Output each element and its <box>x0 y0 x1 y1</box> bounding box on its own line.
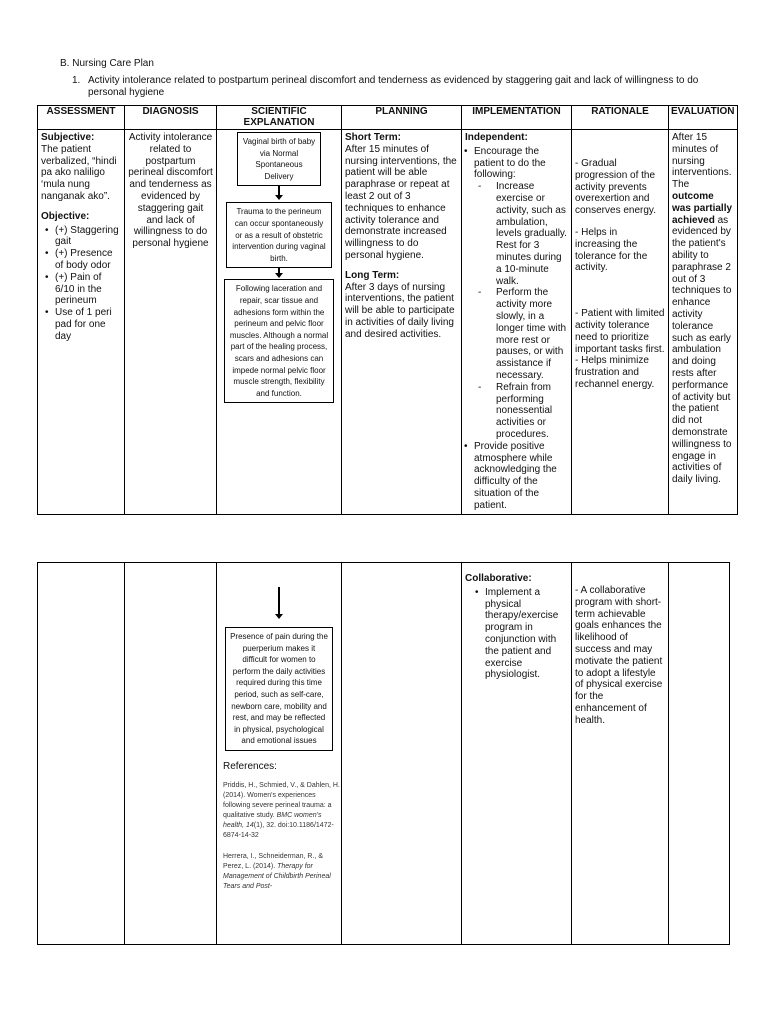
col-rationale: RATIONALE <box>572 106 669 130</box>
subjective-text: The patient verbalized, “hindi pa ako naliligo ‘mula nung nanganak ako”. <box>41 143 117 202</box>
col-scientific: SCIENTIFIC EXPLANATION <box>217 106 342 130</box>
objective-item: • Use of 1 peri pad for one day <box>55 307 121 342</box>
assessment-cell-2 <box>38 563 125 945</box>
rationale-cell <box>572 130 669 515</box>
implementation-cell-2 <box>462 563 572 945</box>
flow-box-delivery: Vaginal birth of baby via Normal Spontaneous Delivery <box>237 132 321 186</box>
ref2-authors: Herrera, I., Schneiderman, R., & Perez, L. (2014). <box>223 852 323 870</box>
content-row <box>38 130 738 515</box>
sub-item: - Refrain from performing nonessential activities or procedures. <box>496 382 568 441</box>
ref1-journal: BMC women's health, 14 <box>223 812 322 830</box>
encourage-item <box>474 146 568 441</box>
evaluation-cell <box>669 130 738 515</box>
rationale-5: - A collaborative program with short-term achievable goals enhances the likelihood of success and may motivate the patient to adopt a lifestyle of physical exercise for the enhancement of health. <box>575 585 663 726</box>
rationale-4: - Helps minimize frustration and rechannel energy. <box>575 355 655 390</box>
flow-box-trauma: Trauma to the perineum can occur spontaneously or as a result of obstetric intervention during vaginal birth. <box>226 202 332 268</box>
col-assessment: ASSESSMENT <box>38 106 125 130</box>
scientific-cell <box>217 130 342 515</box>
planning-cell <box>342 130 462 515</box>
long-term-label: Long Term: <box>345 269 400 281</box>
col-planning: PLANNING <box>342 106 462 130</box>
encourage-sublist <box>474 181 568 441</box>
content-row-2 <box>38 563 730 945</box>
objective-label: Objective: <box>41 210 90 222</box>
item-text: Activity intolerance related to postpartum perineal discomfort and tenderness as evidenced by staggering gait and lack of willingness to do personal hygiene <box>88 75 699 98</box>
collaborative-list <box>465 587 568 681</box>
reference-2 <box>223 852 341 893</box>
rationale-2: - Helps in increasing the tolerance for the activity. <box>575 226 648 274</box>
reference-1 <box>223 781 341 842</box>
scientific-cell-2 <box>217 563 342 945</box>
implementation-cell <box>462 130 572 515</box>
arrow-down-icon <box>278 186 280 196</box>
evaluation-outcome: outcome was partially achieved <box>672 190 733 226</box>
ref2-title: Therapy for Management of Childbirth Perineal Tears and Post- <box>223 862 331 890</box>
item-number: 1. <box>72 75 81 86</box>
arrow-down-icon <box>278 268 280 274</box>
short-term-text: After 15 minutes of nursing interventions, the patient will be able paraphrase or repeat at least 2 out of 3 techniques to enhance activity tolerance and demonstrate increased willingness to do personal hygiene. <box>345 143 457 261</box>
rationale-1: - Gradual progression of the activity prevents overexertion and conserves energy. <box>575 158 656 217</box>
care-plan-table-1 <box>37 105 738 515</box>
rationale-3: - Patient with limited activity tolerance need to prioritize important tasks first. <box>575 308 665 355</box>
objective-item: • (+) Presence of body odor <box>55 248 121 272</box>
encourage-text: Encourage the patient to do the following: <box>474 145 546 181</box>
evaluation-cell-2 <box>669 563 730 945</box>
col-evaluation: EVALUATION <box>669 106 738 130</box>
diagnosis-cell: Activity intolerance related to postpartum perineal discomfort and tenderness as evidenced by staggering gait and lack of willingness to do personal hygiene <box>125 130 217 515</box>
ref1-authors: Priddis, H., Schmied, V., & Dahlen, H. (2014). Women's experiences following severe perineal trauma: a qualitative study. <box>223 781 340 820</box>
ref1-doi: (1), 32. doi:10.1186/1472-6874-14-32 <box>223 822 334 840</box>
collaborative-label: Collaborative: <box>465 573 532 584</box>
care-plan-table-2 <box>37 562 730 945</box>
independent-list <box>465 146 568 512</box>
evaluation-pre: After 15 minutes of nursing interventions. The <box>672 132 732 191</box>
arrow-down-icon <box>278 587 280 615</box>
sub-item: - Perform the activity more slowly, in a longer time with more rest or pauses, or with assistance if necessary. <box>496 287 568 381</box>
evaluation-post: as evidenced by the patient's ability to paraphrase 2 out of 3 techniques to enhance activity tolerance such as early ambulation and doing rests after performance of activity but the patient did not demonstrate willingness to engage in activities of daily living. <box>672 214 732 486</box>
subjective-label: Subjective: <box>41 132 95 143</box>
sub-item: - Increase exercise or activity, such as ambulation, levels gradually. Rest for 3 minutes during a 10-minute walk. <box>496 181 568 287</box>
planning-cell-2 <box>342 563 462 945</box>
long-term-text: After 3 days of nursing interventions, the patient will be able to participate in activities of daily living and desired activities. <box>345 281 455 340</box>
provide-item: • Provide positive atmosphere while acknowledging the difficulty of the situation of the patient. <box>474 441 568 512</box>
assessment-cell <box>38 130 125 515</box>
diagnosis-cell-2 <box>125 563 217 945</box>
col-diagnosis: DIAGNOSIS <box>125 106 217 130</box>
objective-item: • (+) Pain of 6/10 in the perineum <box>55 272 121 307</box>
references-label: References: <box>223 760 277 772</box>
rationale-cell-2 <box>572 563 669 945</box>
independent-label: Independent: <box>465 132 528 143</box>
short-term-label: Short Term: <box>345 132 401 143</box>
flow-box-laceration: Following laceration and repair, scar tissue and adhesions form within the perineum and pelvic floor muscles. Although a normal part of the healing process, scars and adhesions can impede normal pelvic floor muscle strength, flexibility and function. <box>224 279 334 403</box>
flow-box-pain: Presence of pain during the puerperium makes it difficult for women to perform the daily activities required during this time period, such as self-care, newborn care, mobility and rest, and may be reflected in physical, psychological and emotional issues <box>225 627 333 751</box>
header-row <box>38 106 738 130</box>
col-implementation: IMPLEMENTATION <box>462 106 572 130</box>
collaborative-item: • Implement a physical therapy/exercise program in conjunction with the patient and exercise physiologist. <box>485 587 568 681</box>
objective-item: • (+) Staggering gait <box>55 225 121 249</box>
section-heading: B. Nursing Care Plan <box>60 58 154 69</box>
objective-list <box>41 225 121 343</box>
